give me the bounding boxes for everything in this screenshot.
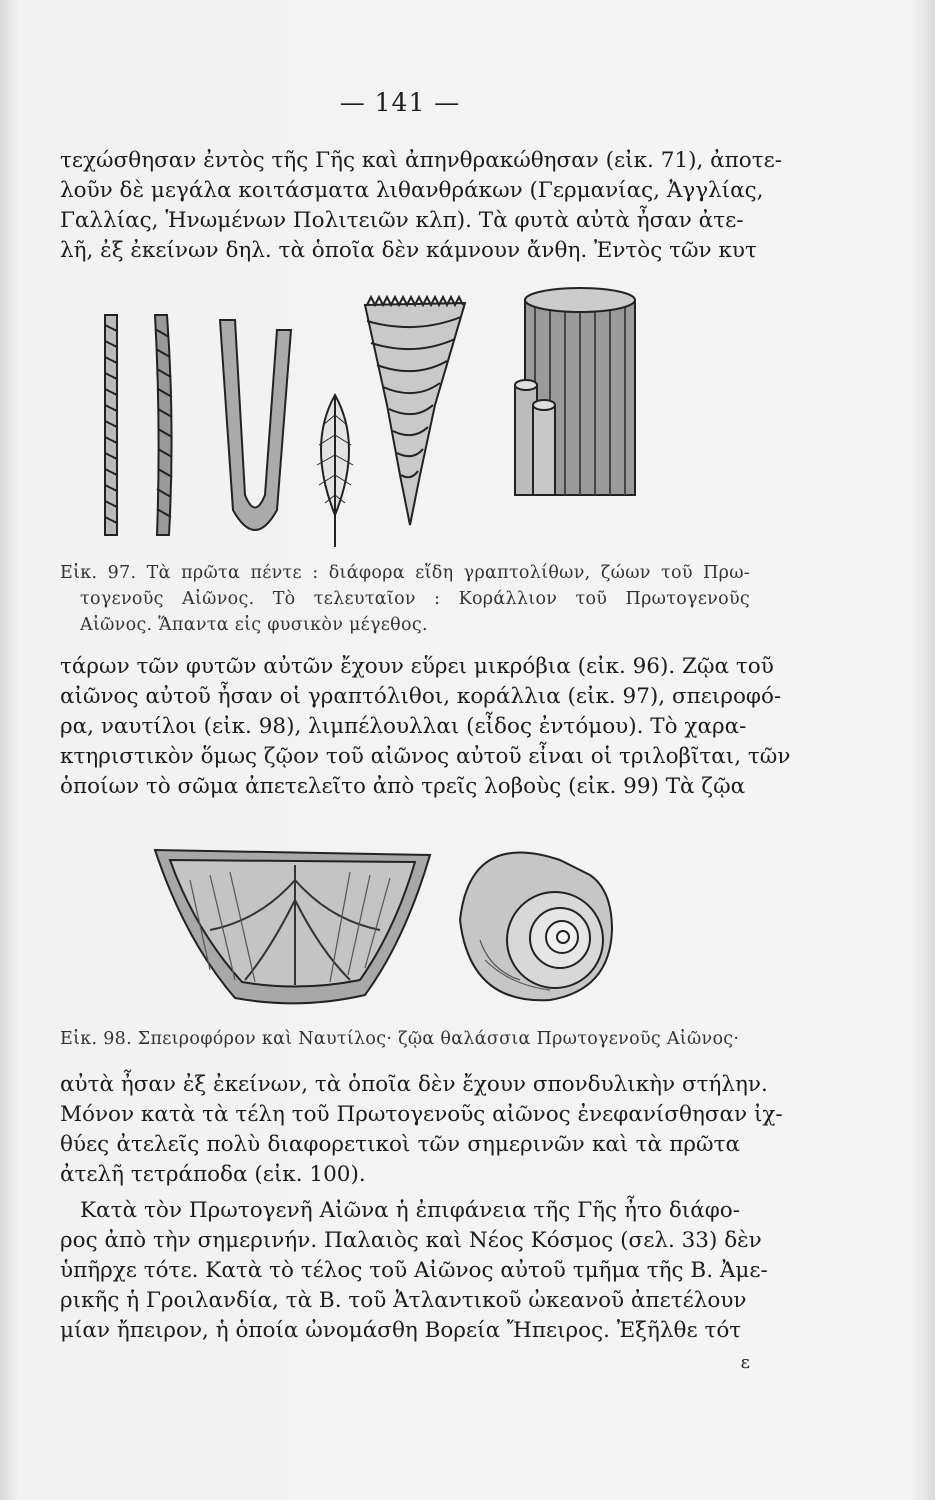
text-line: κτηριστικὸν ὅμως ζῷον τοῦ αἰῶνος αὐτοῦ εἶναι οἱ τριλοβῖται, τῶν	[60, 744, 791, 769]
text-line: ἀτελῆ τετράποδα (εἰκ. 100).	[60, 1162, 366, 1187]
figure-98-brachiopod-nautilus	[150, 820, 620, 1020]
text-line: Γαλλίας, Ἡνωμένων Πολιτειῶν κλπ). Τὰ φυτὰ αὐτὰ ἦσαν ἀτε-	[60, 208, 744, 233]
paragraph-1	[60, 146, 783, 266]
graptolite-3-drawing	[220, 320, 291, 530]
text-line: ὁποίων τὸ σῶμα ἀπετελεῖτο ἀπὸ τρεῖς λοβοὺς (εἰκ. 99) Τὰ ζῷα	[60, 774, 746, 799]
text-line: τεχώσθησαν ἐντὸς τῆς Γῆς καὶ ἀπηνθρακώθησαν (εἰκ. 71), ἀποτε-	[60, 148, 783, 173]
text-line: λοῦν δὲ μεγάλα κοιτάσματα λιθανθράκων (Γερμανίας, Ἀγγλίας,	[60, 178, 764, 203]
signature-mark: ε	[740, 1352, 750, 1373]
text-line: θύες ἀτελεῖς πολὺ διαφορετικοὶ τῶν σημερινῶν καὶ τὰ πρῶτα	[60, 1132, 740, 1157]
figure-98-caption	[60, 1026, 750, 1052]
caption-line: Αἰῶνος. Ἅπαντα εἰς φυσικὸν μέγεθος.	[80, 615, 428, 635]
text-line: ρικῆς ἡ Γροιλανδία, τὰ Β. τοῦ Ἀτλαντικοῦ ὠκεανοῦ ἀπετέλουν	[60, 1288, 747, 1313]
text-line: Μόνον κατὰ τὰ τέλη τοῦ Πρωτογενοῦς αἰῶνος ἐνεφανίσθησαν ἰχ-	[60, 1102, 783, 1127]
graptolite-5-drawing	[365, 297, 465, 525]
graptolite-2-drawing	[155, 315, 172, 535]
nautilus-drawing	[460, 853, 612, 1001]
text-line: αὐτὰ ἦσαν ἐξ ἐκείνων, τὰ ὁποῖα δὲν ἔχουν σπονδυλικὴν στήλην.	[60, 1072, 768, 1097]
page-number: — 141 —	[339, 88, 461, 117]
text-line: Κατὰ τὸν Πρωτογενῆ Αἰῶνα ἡ ἐπιφάνεια τῆς Γῆς ἦτο διάφο-	[80, 1198, 740, 1223]
figure-97-graptolites-coral	[95, 285, 755, 550]
paragraph-3	[60, 1070, 783, 1190]
graptolite-1-drawing	[105, 315, 117, 535]
text-line: ρα, ναυτίλοι (εἰκ. 98), λιμπέλουλλαι (εἶδος ἐντόμου). Τὸ χαρα-	[60, 714, 747, 739]
text-line: ὑπῆρχε τότε. Κατὰ τὸ τέλος τοῦ Αἰῶνος αὐτοῦ τμῆμα τῆς Β. Ἀμε-	[60, 1258, 768, 1283]
caption-line: Εἰκ. 98. Σπειροφόρον καὶ Ναυτίλος· ζῷα θαλάσσια Πρωτογενοῦς Αἰῶνος·	[60, 1029, 740, 1049]
text-line: τάρων τῶν φυτῶν αὐτῶν ἔχουν εὕρει μικρόβια (εἰκ. 96). Ζῷα τοῦ	[60, 654, 774, 679]
text-line: μίαν ἤπειρον, ἡ ὁποία ὠνομάσθη Βορεία Ἤπειρος. Ἐξῆλθε τότ	[60, 1318, 742, 1343]
graptolite-4-drawing	[317, 395, 353, 547]
paragraph-4	[60, 1196, 768, 1346]
text-line: αἰῶνος αὐτοῦ ἦσαν οἱ γραπτόλιθοι, κοράλλια (εἰκ. 97), σπειροφό-	[60, 684, 782, 709]
brachiopod-drawing	[155, 850, 430, 1003]
figure-97-caption	[60, 560, 750, 638]
caption-line: Εἰκ. 97. Τὰ πρῶτα πέντε : διάφορα εἴδη γραπτολίθων, ζώων τοῦ Πρω-	[60, 563, 750, 583]
caption-line: τογενοῦς Αἰῶνος. Τὸ τελευταῖον : Κοράλλιον τοῦ Πρωτογενοῦς	[80, 589, 750, 609]
text-line: λῆ, ἐξ ἐκείνων δηλ. τὰ ὁποῖα δὲν κάμνουν ἄνθη. Ἐντὸς τῶν κυτ	[60, 238, 757, 263]
paragraph-2	[60, 652, 791, 802]
text-line: ρος ἀπὸ τὴν σημερινήν. Παλαιὸς καὶ Νέος Κόσμος (σελ. 33) δὲν	[60, 1228, 762, 1253]
coral-drawing	[515, 288, 635, 495]
